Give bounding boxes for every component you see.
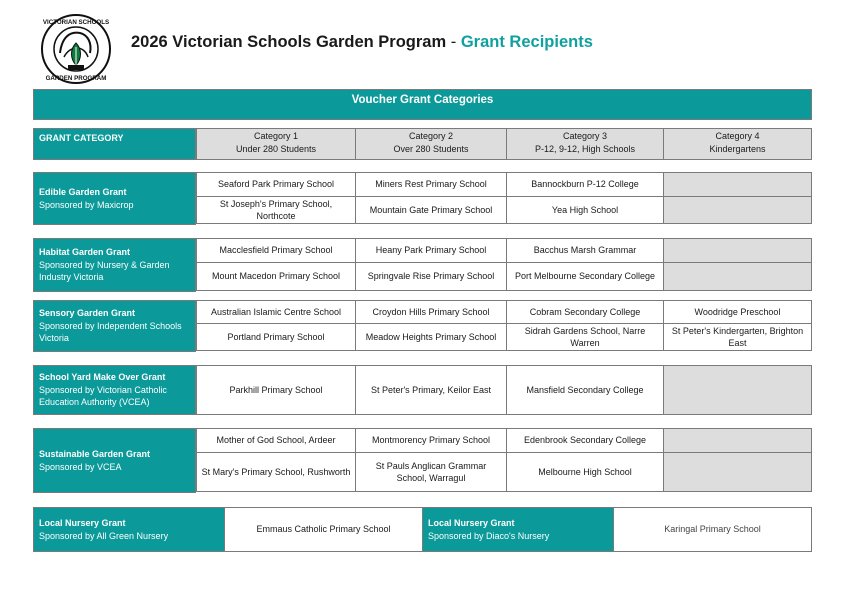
- school-cell: St Peter's Primary, Keilor East: [355, 365, 507, 415]
- nursery-grant-2-school: Karingal Primary School: [613, 507, 812, 552]
- page-title: [131, 33, 593, 52]
- grant-name: School Yard Make Over Grant: [39, 372, 166, 383]
- school-cell: Parkhill Primary School: [196, 365, 356, 415]
- nursery-grant-1-sponsor: Sponsored by All Green Nursery: [39, 530, 169, 541]
- grant-label-0: [33, 172, 196, 225]
- grant-name: Sustainable Garden Grant: [39, 449, 151, 459]
- category-1-title: Category 1: [253, 131, 299, 141]
- empty-cell: [663, 172, 812, 197]
- title-accent: Grant Recipients: [460, 33, 593, 51]
- school-cell: Meadow Heights Primary School: [355, 323, 507, 351]
- category-3-subtitle: P-12, 9-12, High Schools: [534, 144, 636, 154]
- school-cell: Macclesfield Primary School: [196, 238, 356, 263]
- school-cell: Yea High School: [506, 196, 664, 224]
- category-4-title: Category 4: [715, 131, 760, 141]
- empty-cell: [663, 365, 812, 415]
- grant-sponsor: Sponsored by Maxicrop: [39, 199, 134, 210]
- svg-text:VICTORIAN SCHOOLS: VICTORIAN SCHOOLS: [42, 19, 110, 26]
- grant-label-3: [33, 365, 196, 415]
- nursery-grant-2-sponsor: Sponsored by Diaco's Nursery: [428, 530, 550, 541]
- svg-text:GARDEN PROGRAM: GARDEN PROGRAM: [45, 75, 107, 82]
- school-cell: Sidrah Gardens School, Narre Warren: [506, 323, 664, 351]
- grant-name: Habitat Garden Grant: [39, 247, 131, 258]
- grant-label-1: [33, 238, 196, 292]
- school-cell: Mount Macedon Primary School: [196, 262, 356, 291]
- nursery-grant-2: [422, 507, 614, 552]
- empty-cell: [663, 238, 812, 263]
- school-cell: Montmorency Primary School: [355, 428, 507, 453]
- grant-sponsor: Sponsored by Victorian Catholic Education Authority (VCEA): [39, 384, 167, 408]
- school-cell: Australian Islamic Centre School: [196, 300, 356, 324]
- empty-cell: [663, 196, 812, 224]
- grant-name: Edible Garden Grant: [39, 187, 127, 197]
- school-cell: Seaford Park Primary School: [196, 172, 356, 197]
- school-cell: Port Melbourne Secondary College: [506, 262, 664, 291]
- grant-label-4: [33, 428, 196, 493]
- school-cell: Cobram Secondary College: [506, 300, 664, 324]
- school-cell: Springvale Rise Primary School: [355, 262, 507, 291]
- empty-cell: [663, 452, 812, 492]
- school-cell: Bacchus Marsh Grammar: [506, 238, 664, 263]
- empty-cell: [663, 428, 812, 453]
- grant-sponsor: Sponsored by Independent Schools Victoria: [39, 320, 182, 344]
- school-cell: St Joseph's Primary School, Northcote: [196, 196, 356, 224]
- category-1-header: [196, 128, 356, 160]
- title-separator: -: [450, 33, 457, 51]
- category-3-header: [506, 128, 664, 160]
- school-cell: St Mary's Primary School, Rushworth: [196, 452, 356, 492]
- grant-category-label: GRANT CATEGORY: [39, 133, 124, 143]
- school-cell: Bannockburn P-12 College: [506, 172, 664, 197]
- grant-label-2: [33, 300, 196, 352]
- category-1-subtitle: Under 280 Students: [235, 144, 317, 154]
- category-4-subtitle: Kindergartens: [709, 144, 766, 154]
- school-cell: Mother of God School, Ardeer: [196, 428, 356, 453]
- garden-program-logo: [40, 13, 112, 85]
- nursery-grant-1: [33, 507, 225, 552]
- school-cell: Croydon Hills Primary School: [355, 300, 507, 324]
- nursery-grant-1-school: Emmaus Catholic Primary School: [224, 507, 423, 552]
- grant-category-header: [33, 128, 196, 160]
- categories-banner: Voucher Grant Categories: [33, 89, 812, 120]
- nursery-grant-1-name: Local Nursery Grant: [39, 518, 126, 528]
- empty-cell: [663, 262, 812, 291]
- school-cell: Portland Primary School: [196, 323, 356, 351]
- school-cell: Mansfield Secondary College: [506, 365, 664, 415]
- category-3-title: Category 3: [562, 131, 608, 141]
- category-2-subtitle: Over 280 Students: [393, 144, 469, 154]
- school-cell: St Peter's Kindergarten, Brighton East: [663, 323, 812, 351]
- nursery-grant-2-name: Local Nursery Grant: [428, 518, 515, 528]
- category-2-title: Category 2: [408, 131, 454, 141]
- school-cell: Woodridge Preschool: [663, 300, 812, 324]
- school-cell: Melbourne High School: [506, 452, 664, 492]
- school-cell: Heany Park Primary School: [355, 238, 507, 263]
- school-cell: St Pauls Anglican Grammar School, Warragul: [355, 452, 507, 492]
- grant-name: Sensory Garden Grant: [39, 308, 136, 319]
- grant-sponsor: Sponsored by VCEA: [39, 461, 122, 472]
- category-4-header: [663, 128, 812, 160]
- title-main: 2026 Victorian Schools Garden Program: [131, 33, 447, 51]
- school-cell: Miners Rest Primary School: [355, 172, 507, 197]
- category-2-header: [355, 128, 507, 160]
- school-cell: Mountain Gate Primary School: [355, 196, 507, 224]
- school-cell: Edenbrook Secondary College: [506, 428, 664, 453]
- grant-sponsor: Sponsored by Nursery & Garden Industry Victoria: [39, 259, 170, 283]
